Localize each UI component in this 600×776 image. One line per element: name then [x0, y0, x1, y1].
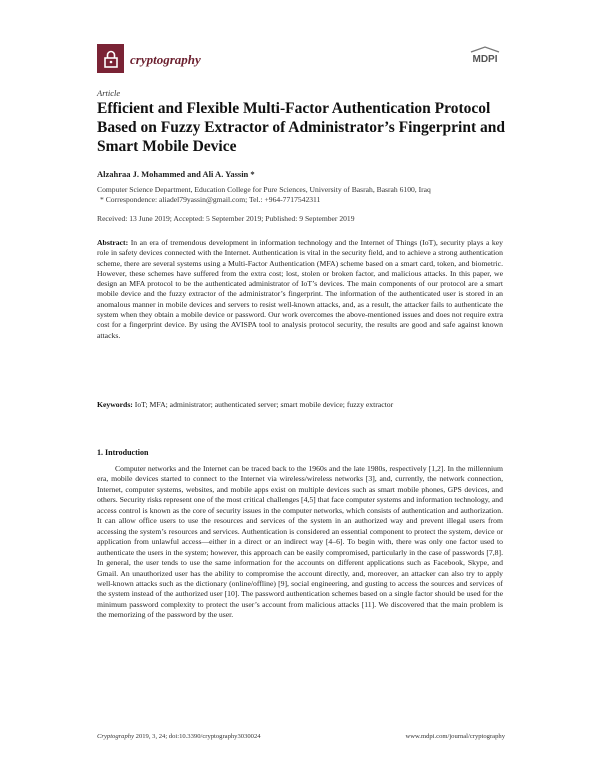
footer-journal: Cryptography [97, 733, 134, 740]
affiliation-block [97, 185, 527, 205]
journal-logo-icon [97, 44, 124, 73]
journal-header [97, 40, 517, 76]
footer-url: www.mdpi.com/journal/cryptography [405, 733, 505, 740]
affiliation: Computer Science Department, Education College for Pure Sciences, University of Basrah, Basrah 6100, Iraq [97, 185, 431, 194]
keywords-label: Keywords: [97, 400, 133, 409]
keywords-text: IoT; MFA; administrator; authenticated server; smart mobile device; fuzzy extractor [134, 400, 394, 409]
author-list: Alzahraa J. Mohammed and Ali A. Yassin * [97, 169, 255, 179]
article-type-label: Article [97, 88, 121, 98]
mdpi-logo-text: MDPI [472, 54, 498, 65]
abstract-text: In an era of tremendous development in information technology and the Internet of Things (IoT), security plays a key role in safety devices connected with the Internet. Authentication is vital in the security field, and to achieve a strong authentication scheme, there are several systems using a Multi-Factor Authentication (MFA) scheme based on a smart card, token, and biometric. However, these schemes have suffered from the extra cost; lost, stolen or broken factor, and malicious attacks. In this paper, we design an MFA protocol to be the authenticated administrator of IoT’s devices. The main components of our protocol are a smart mobile device and the fuzzy extractor of the administrator’s fingerprint. The information of the authenticated user is stored in an anomalous manner in mobile devices and servers to resist well-known attacks, and, as a result, the attacker fails to authenticate the system when they obtain a mobile device or password. Our work overcomes the above-mentioned issues and does not require extra cost for a fingerprint device. By using the AVISPA tool to analysis protocol security, the results are good and safe against known attacks. [97, 238, 504, 340]
article-title: Efficient and Flexible Multi-Factor Authentication Protocol Based on Fuzzy Extractor of Administrator’s Fingerprint and Smart Mobile Device [97, 100, 505, 155]
section-heading-introduction: 1. Introduction [97, 448, 149, 457]
abstract [97, 238, 503, 341]
mdpi-logo [467, 46, 503, 68]
publication-dates: Received: 13 June 2019; Accepted: 5 September 2019; Published: 9 September 2019 [97, 214, 355, 223]
journal-name: cryptography [130, 52, 201, 67]
correspondence: * Correspondence: aliadel79yassin@gmail.com; Tel.: +964-7717542311 [100, 195, 321, 204]
keywords [97, 400, 503, 410]
abstract-label: Abstract: [97, 238, 129, 247]
introduction-paragraph: Computer networks and the Internet can be traced back to the 1960s and the late 1980s, respectively [1,2]. In the millennium era, mobile devices started to connect to the Internet via wireless/wireless networks [3], and, currently, the network connection, Internet, computer systems, websites, and mobile apps exist on multiple devices such as smart mobile phones, GPS devices, and others. Security risks represent one of the most critical challenges [4,5] that face computer systems and information technology, and access control is known as the core of security issues in the computer networks, which consists of authentication and authorization. It can allow office users to use the resources and services of the system in an authorized way and prevent illegal users from accessing the system’s resources and services. Authentication is considered an essential component to protect the system, device or application from unlawful access—either in a direct or an indirect way [4–6]. To begin with, there was only one factor used to authenticate the users in the system; however, this approach can be easily compromised, particularly in the case of passwords [7,8]. In general, the user tends to use the same information for the accounts on different applications such as Facebook, Skype, and Gmail. An unauthorized user has the ability to compromise the account directly, and, moreover, an attacker can also try to apply well-known attacks such as the dictionary (online/offline) [9], social engineering, and gusting to access the sources and services of the system instead of the authorized user [10]. The password authentication schemes based on a single factor should be used for the minimum password complexity to protect the user’s account from malicious attacks [11]. We discovered that the main problem is the memorizing of the password by the user. [97, 464, 503, 620]
footer-citation-text: 2019, 3, 24; doi:10.3390/cryptography3030024 [135, 733, 261, 740]
footer-citation [97, 733, 261, 740]
